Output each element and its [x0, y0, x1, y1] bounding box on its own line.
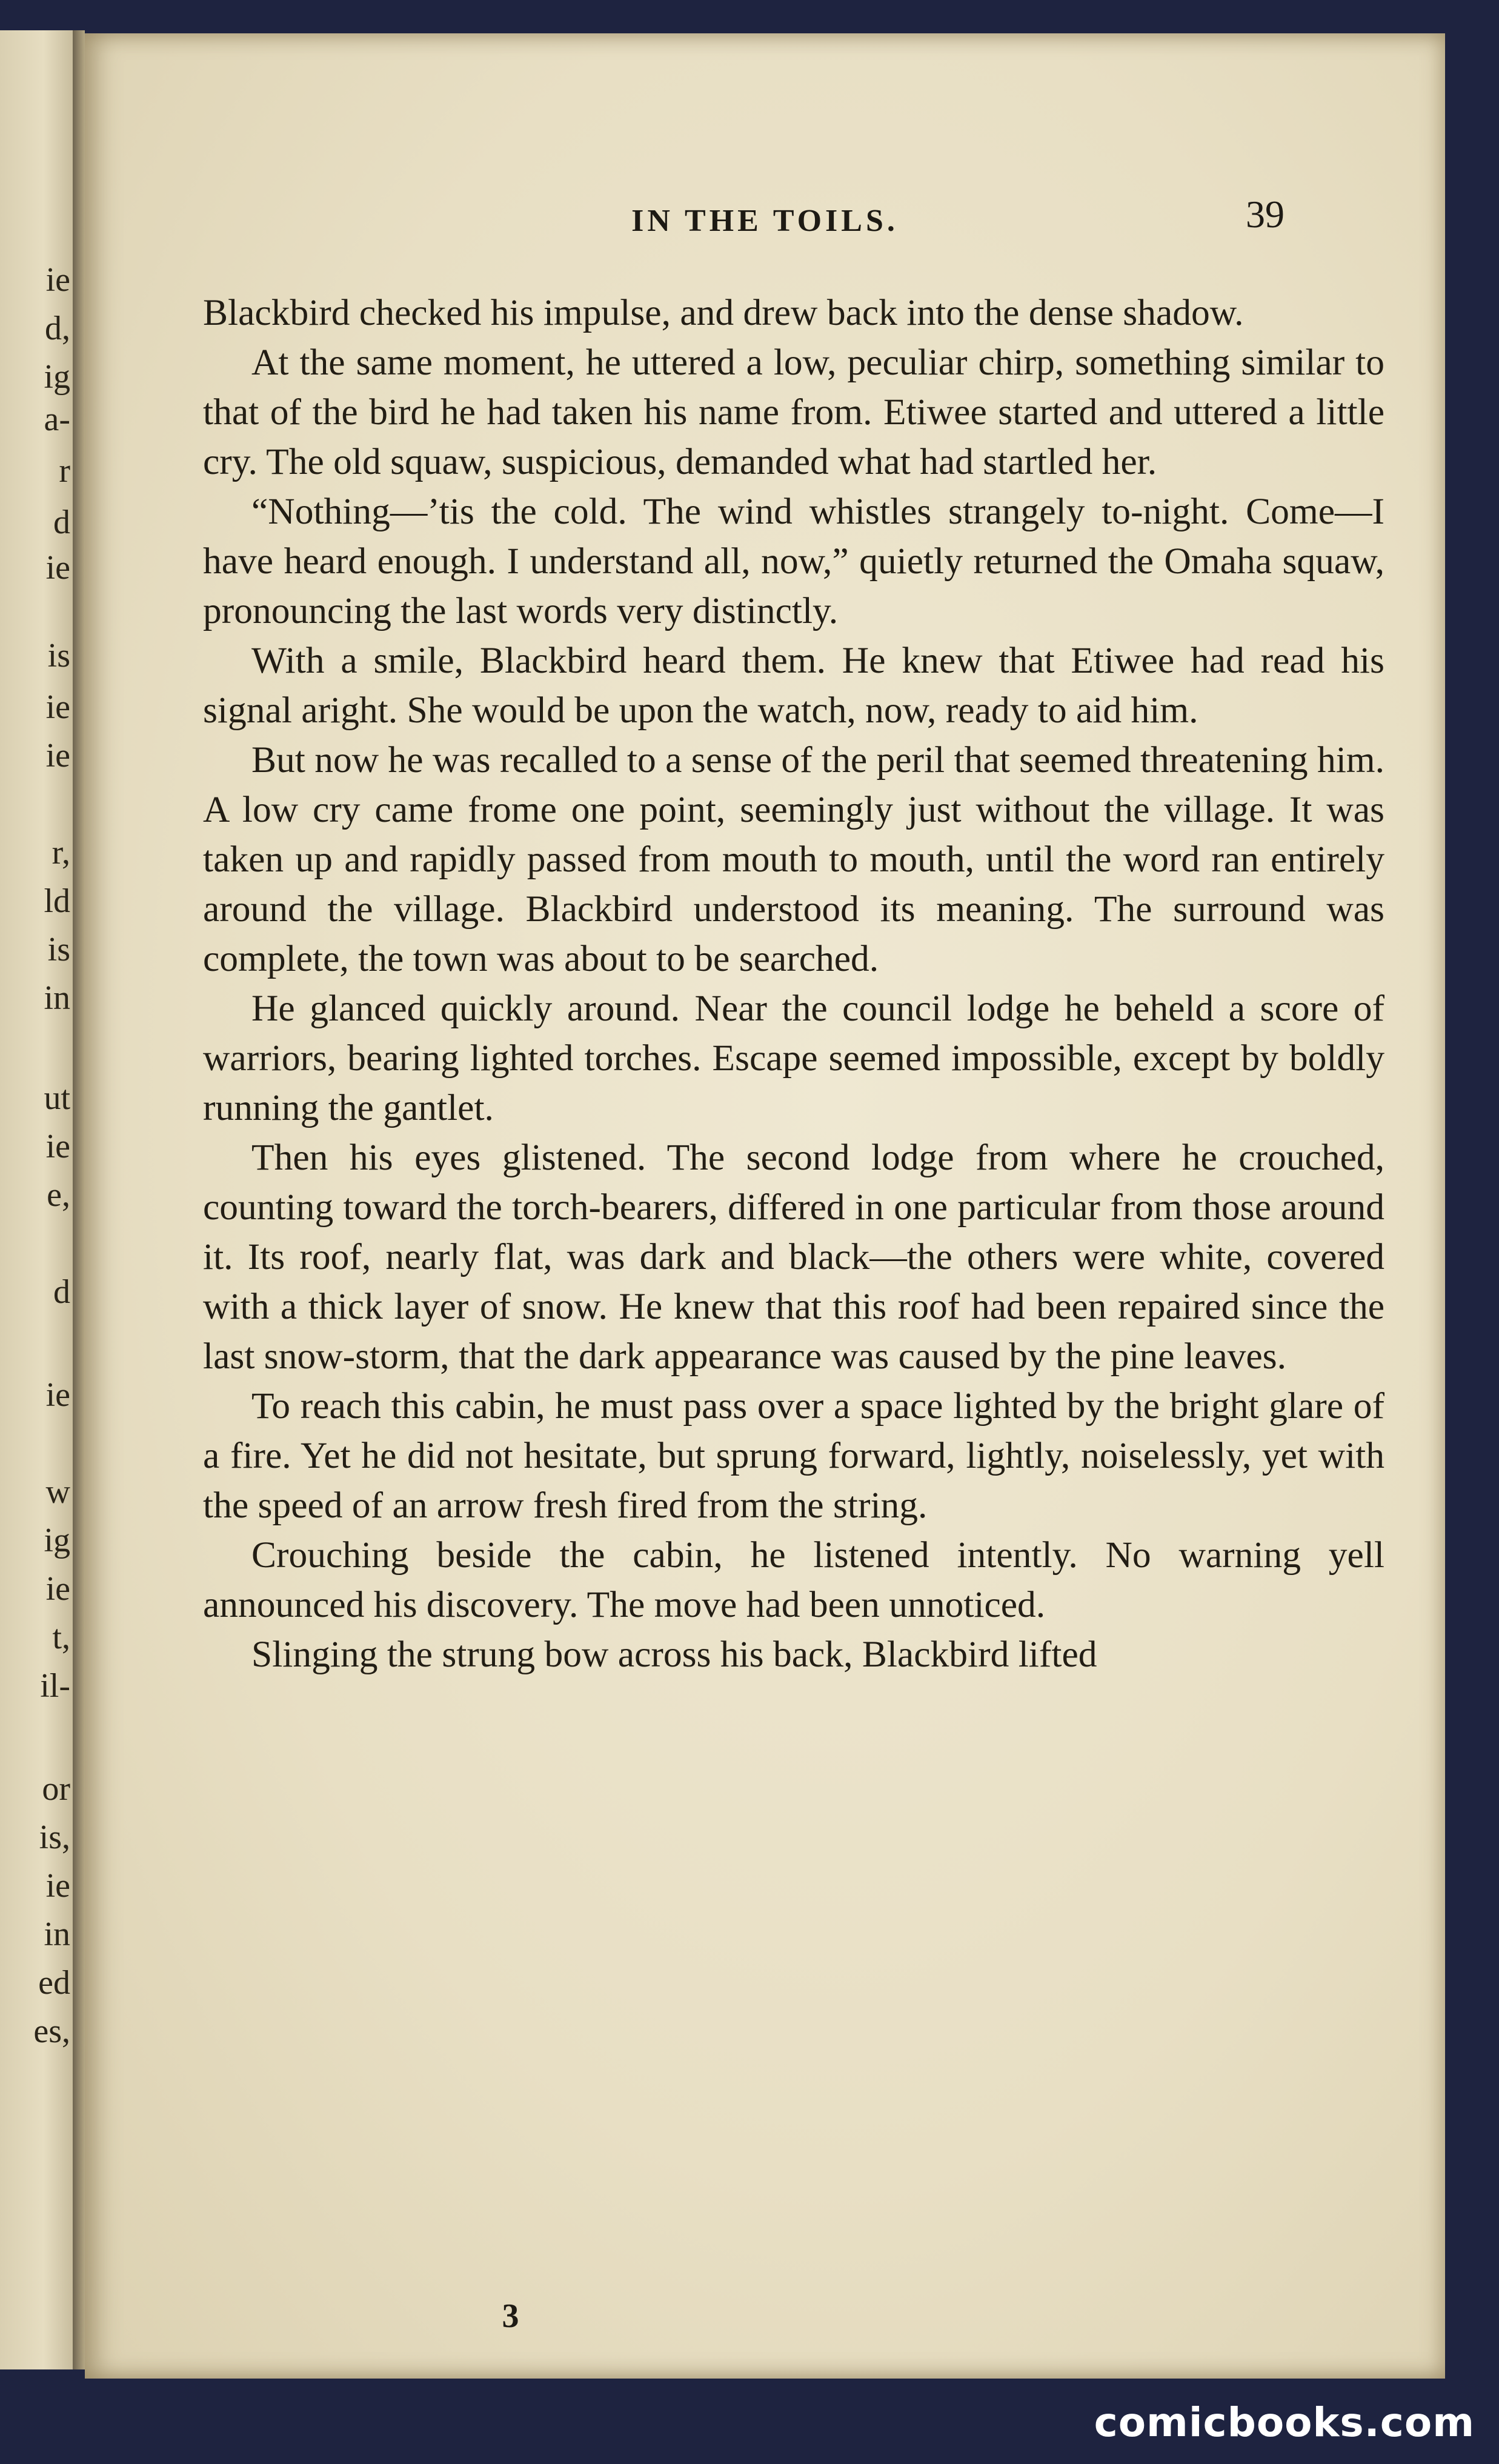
- facing-page-fragment: d: [53, 504, 70, 541]
- paragraph: Then his eyes glistened. The second lodge from where he crouched, counting toward the torch-bearers, differed in one particular from those around it. Its roof, nearly flat, was dark and black—the others were white, covered with a thick layer of snow. He knew that this roof had been repaired since the last snow-storm, that the dark appearance was caused by the pine leaves.: [203, 1137, 1384, 1377]
- facing-page-fragment: il-: [40, 1667, 70, 1705]
- paragraph: “Nothing—’tis the cold. The wind whistles strangely to-night. Come—I have heard enough. I understand all, now,” quietly returned the Omaha squaw, pronouncing the last words very distinctly.: [203, 491, 1384, 631]
- facing-page-fragment: is: [47, 637, 70, 674]
- facing-page-fragment: ut: [44, 1079, 70, 1117]
- facing-page-fragment: a-: [44, 401, 70, 438]
- facing-page-fragment: r: [59, 452, 70, 490]
- running-head: IN THE TOILS.: [631, 204, 899, 238]
- facing-page-fragment: ig: [44, 358, 70, 396]
- facing-page-fragment: r,: [52, 834, 70, 871]
- facing-page-fragment: ie: [45, 1570, 70, 1608]
- facing-page-fragment: ed: [38, 1964, 70, 2002]
- facing-page-fragment: ie: [45, 549, 70, 587]
- facing-page-fragment: in: [44, 1916, 70, 1953]
- facing-page-fragment: ig: [44, 1522, 70, 1559]
- watermark: comicbooks.com: [1094, 2399, 1475, 2446]
- body-text: [203, 288, 1384, 1679]
- paragraph: Slinging the strung bow across his back, Blackbird lifted: [251, 1634, 1097, 1675]
- signature-mark: 3: [502, 2297, 519, 2335]
- facing-page-fragment: d: [53, 1273, 70, 1311]
- facing-page-fragment: ld: [44, 882, 70, 920]
- facing-page-fragment: t,: [52, 1619, 70, 1656]
- facing-page-fragment: ie: [45, 261, 70, 299]
- facing-page-fragment: e,: [47, 1176, 70, 1214]
- facing-page-fragment: w: [45, 1473, 70, 1511]
- facing-page-fragment: is,: [39, 1819, 70, 1856]
- paragraph: But now he was recalled to a sense of the peril that seemed threatening him. A low cry came frome one point, seemingly just without the village. It was taken up and rapidly passed from mouth to mouth, until the word ran entirely around the village. Blackbird understood its meaning. The surround was complete, the town was about to be searched.: [203, 739, 1385, 979]
- previous-page-edge: [0, 30, 76, 2369]
- page-number: 39: [1246, 193, 1285, 236]
- paragraph: He glanced quickly around. Near the council lodge he beheld a score of warriors, bearing lighted torches. Escape seemed impossible, except by boldly running the gantlet.: [203, 988, 1384, 1128]
- paragraph: Blackbird checked his impulse, and drew back into the dense shadow.: [203, 292, 1244, 333]
- facing-page-fragment: ie: [45, 1128, 70, 1165]
- paragraph: At the same moment, he uttered a low, peculiar chirp, something similar to that of the bird he had taken his name from. Etiwee started and uttered a little cry. The old squaw, suspicious, demanded what had startled her.: [203, 342, 1384, 482]
- facing-page-fragment: ie: [45, 1867, 70, 1905]
- paragraph: To reach this cabin, he must pass over a space lighted by the bright glare of a fire. Yet he did not hesitate, but sprung forward, lightly, noiselessly, yet with the speed of an arrow fresh fired from the string.: [203, 1385, 1384, 1526]
- facing-page-fragment: ie: [45, 1376, 70, 1414]
- facing-page-fragment: es,: [33, 2013, 70, 2050]
- facing-page-fragment: or: [42, 1770, 70, 1808]
- facing-page-fragment: is: [47, 931, 70, 968]
- facing-page-fragment: in: [44, 979, 70, 1017]
- facing-page-fragment: d,: [45, 310, 70, 347]
- paragraph: With a smile, Blackbird heard them. He knew that Etiwee had read his signal aright. She would be upon the watch, now, ready to aid him.: [203, 640, 1384, 731]
- paragraph: Crouching beside the cabin, he listened intently. No warning yell announced his discovery. The move had been unnoticed.: [203, 1534, 1384, 1625]
- book-spine: [73, 30, 85, 2369]
- book-page: [85, 33, 1445, 2379]
- facing-page-fragment: ie: [45, 737, 70, 774]
- facing-page-fragment: ie: [45, 688, 70, 726]
